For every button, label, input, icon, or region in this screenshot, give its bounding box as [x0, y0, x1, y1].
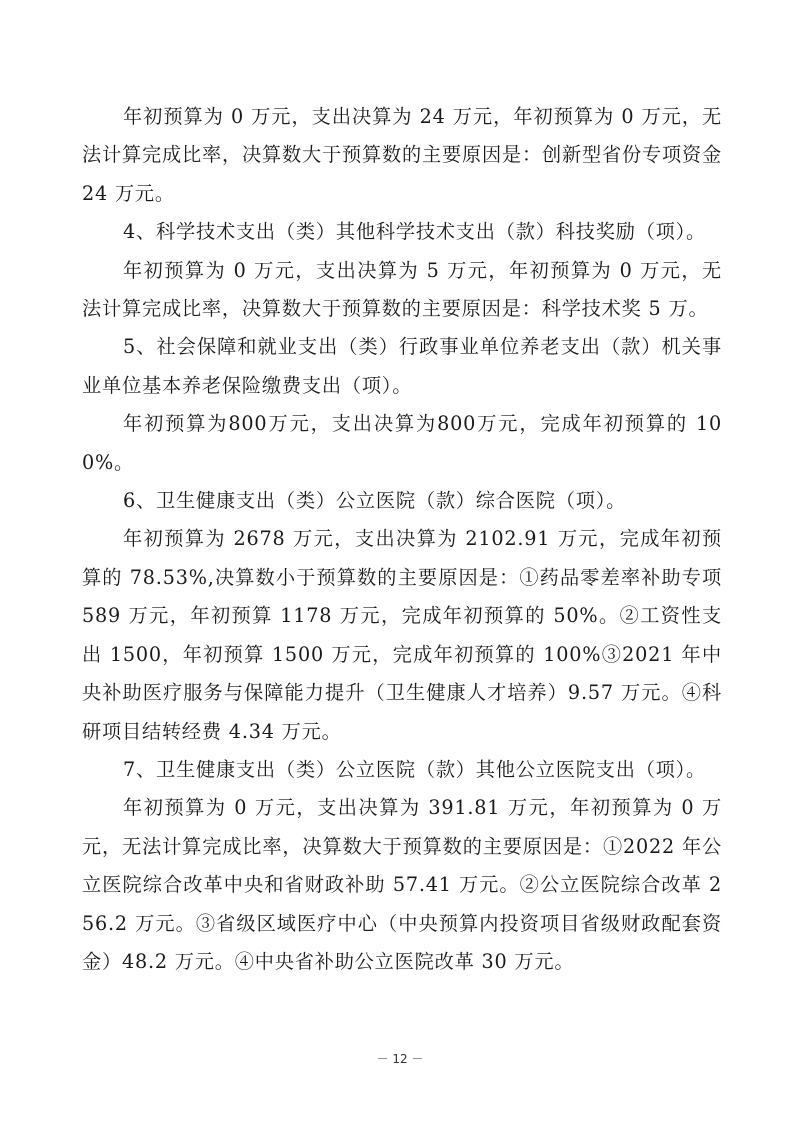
- paragraph-4-heading: 5、社会保障和就业支出（类）行政事业单位养老支出（款）机关事业单位基本养老保险缴费支出（项）。: [82, 335, 722, 397]
- page-number: － 12 －: [376, 1052, 424, 1066]
- paragraph-2-heading: 4、科学技术支出（类）其他科学技术支出（款）科技奖励（项）。: [123, 220, 707, 244]
- paragraph-5: 年初预算为800万元，支出决算为800万元，完成年初预算的 100%。: [82, 412, 722, 474]
- paragraph-3: 年初预算为 0 万元，支出决算为 5 万元，年初预算为 0 万元，无法计算完成比率，决算数大于预算数的主要原因是：科学技术奖 5 万。: [82, 258, 722, 321]
- paragraph-7: 年初预算为 2678 万元，支出决算为 2102.91 万元，完成年初预算的 78.53%,决算数小于预算数的主要原因是：①药品零差率补助专项 589 万元，年初预算 1178 万元，完成年初预算的 50%。②工资性支出 1500，年初预算 1500 万元，完成年初预算的 100%③2021 年中央补助医疗服务与保障能力提升（卫生健康人才培养）9.57 万元。④科研项目结转经费 4.34 万元。: [82, 527, 722, 743]
- body-text: [82, 98, 722, 981]
- paragraph-9: 年初预算为 0 万元，支出决算为 391.81 万元，年初预算为 0 万元，无法计算完成比率，决算数大于预算数的主要原因是：①2022 年公立医院综合改革中央和省财政补助 57.41 万元。②公立医院综合改革 256.2 万元。③省级区域医疗中心（中央预算内投资项目省级财政配套资金）48.2 万元。④中央省补助公立医院改革 30 万元。: [82, 796, 722, 973]
- paragraph-6-heading: 6、卫生健康支出（类）公立医院（款）综合医院（项）。: [123, 489, 627, 513]
- paragraph-8-heading: 7、卫生健康支出（类）公立医院（款）其他公立医院支出（项）。: [123, 757, 707, 781]
- paragraph-1: 年初预算为 0 万元，支出决算为 24 万元，年初预算为 0 万元，无法计算完成比率，决算数大于预算数的主要原因是：创新型省份专项资金 24 万元。: [82, 105, 722, 205]
